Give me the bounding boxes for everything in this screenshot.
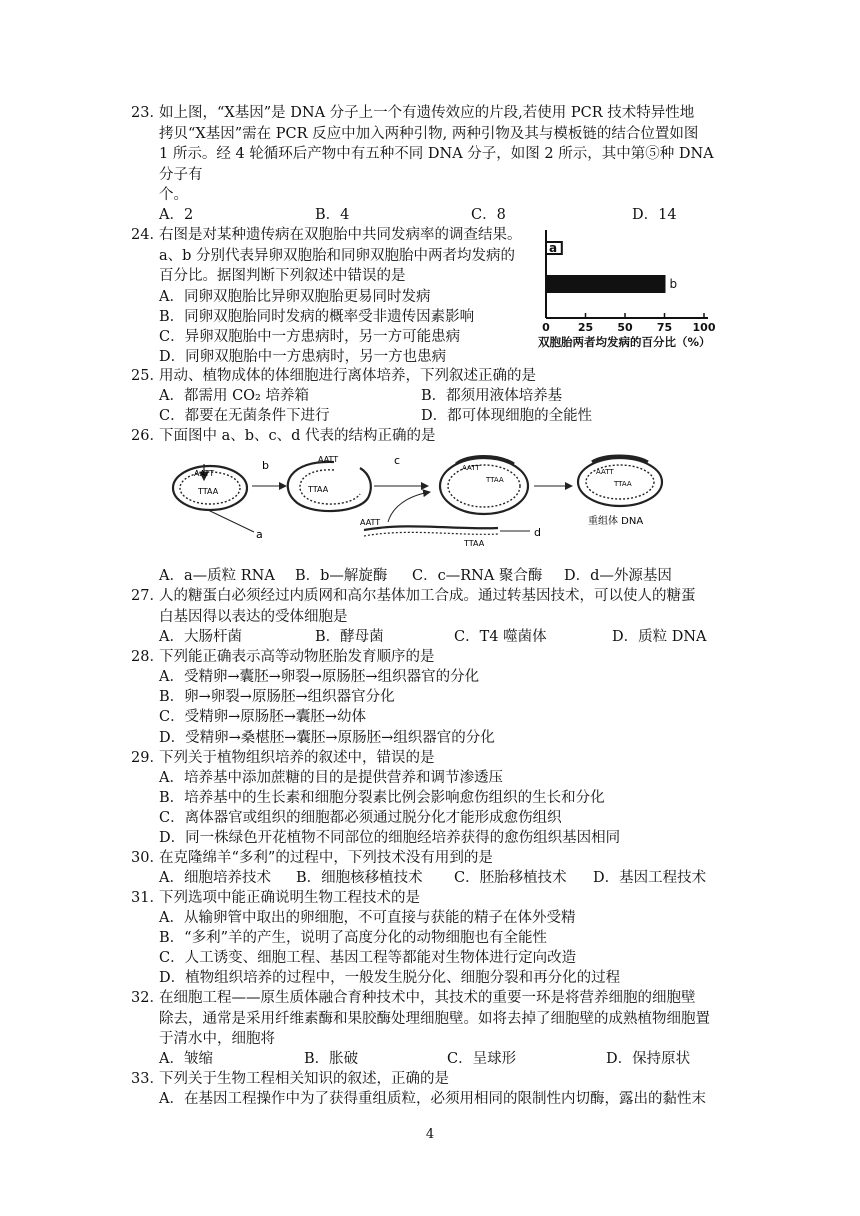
option-c: C．胚胎移植技术 <box>454 870 567 886</box>
option-a: A．都需用 CO₂ 培养箱 <box>159 388 309 404</box>
ttaa-label-1: TTAA <box>198 487 219 496</box>
aatt-label-3: AATT <box>360 518 381 527</box>
option-d: D．受精卵→桑椹胚→囊胚→原肠胚→组织器官的分化 <box>159 730 495 746</box>
question-33 <box>131 1069 741 1090</box>
option-b: B．细胞核移植技术 <box>296 870 423 886</box>
option-b: B．卵→卵裂→原肠胚→组织器官分化 <box>159 689 395 705</box>
x-tick-label: 75 <box>656 321 673 334</box>
question-text: 白基因得以表达的受体细胞是 <box>159 608 348 625</box>
option-d: D．d—外源基因 <box>564 568 672 584</box>
option-b: B．都须用液体培养基 <box>421 388 563 404</box>
question-25 <box>131 366 741 387</box>
option-c: C．T4 噬菌体 <box>454 629 547 645</box>
aatt-label-1: AATT <box>194 469 215 478</box>
question-text: 分子有 <box>159 166 203 183</box>
question-text: 人的糖蛋白必须经过内质网和高尔基体加工合成。通过转基因技术，可以使人的糖蛋 <box>159 588 696 604</box>
option-a: A．从输卵管中取出的卵细胞，不可直接与获能的精子在体外受精 <box>159 910 576 926</box>
ttaa-label-2: TTAA <box>308 485 329 494</box>
ligated-plasmid <box>440 457 528 515</box>
option-a: A．皱缩 <box>159 1051 213 1067</box>
option-c: C．人工诱变、细胞工程、基因工程等都能对生物体进行定向改造 <box>159 950 577 966</box>
question-number: 23． <box>131 105 164 121</box>
question-31 <box>131 888 741 909</box>
twin-chart <box>536 226 776 360</box>
option-a: A．细胞培养技术 <box>159 870 271 886</box>
question-number: 29． <box>131 750 164 766</box>
option-a: A．培养基中添加蔗糖的目的是提供营养和调节渗透压 <box>159 770 503 786</box>
question-text: 如上图，“X基因”是 DNA 分子上一个有遗传效应的片段,若使用 PCR 技术特异性地 <box>159 105 695 121</box>
question-text: 于清水中，细胞将 <box>159 1031 275 1047</box>
bar-label-a: a <box>549 241 558 255</box>
page-number: 4 <box>425 1127 435 1142</box>
option-b: B．培养基中的生长素和细胞分裂素比例会影响愈伤组织的生长和分化 <box>159 790 605 806</box>
option-d: D．14 <box>632 207 677 223</box>
x-tick-label: 50 <box>617 321 633 334</box>
question-text: 用动、植物成体的体细胞进行离体培养，下列叙述正确的是 <box>159 368 536 384</box>
option-c: C．8 <box>471 207 506 223</box>
question-text: 下列关于生物工程相关知识的叙述，正确的是 <box>159 1071 449 1087</box>
question-text: 百分比。据图判断下列叙述中错误的是 <box>159 268 406 284</box>
question-text: 右图是对某种遗传病在双胞胎中共同发病率的调查结果。 <box>159 227 522 243</box>
option-a: A．a—质粒 RNA <box>159 568 275 584</box>
ttaa-label-4: TTAA <box>486 476 504 484</box>
option-a: A．大肠杆菌 <box>159 629 242 645</box>
option-c: C．都要在无菌条件下进行 <box>159 408 330 424</box>
question-number: 30． <box>131 850 164 866</box>
option-b: B．4 <box>315 207 350 223</box>
option-d: D．保持原状 <box>606 1051 691 1067</box>
question-number: 28． <box>131 649 164 665</box>
question-text: 个。 <box>159 187 188 203</box>
question-text: 下列选项中能正确说明生物工程技术的是 <box>159 890 420 906</box>
option-a: A．2 <box>159 207 194 223</box>
option-b: B．酵母菌 <box>315 629 384 645</box>
question-number: 24． <box>131 227 164 243</box>
label-c: c <box>394 454 401 467</box>
x-tick-label: 100 <box>692 321 716 334</box>
option-b: B．b—解旋酶 <box>295 568 388 584</box>
question-number: 32． <box>131 990 164 1006</box>
ttaa-label-3: TTAA <box>464 539 485 548</box>
option-a: A．受精卵→囊胚→卵裂→原肠胚→组织器官的分化 <box>159 669 480 685</box>
question-number: 25． <box>131 368 164 384</box>
option-c: C．离体器官或组织的细胞都必须通过脱分化才能形成愈伤组织 <box>159 810 562 826</box>
option-b: B．“多利”羊的产生，说明了高度分化的动物细胞也有全能性 <box>159 930 547 946</box>
question-text: 除去，通常是采用纤维素酶和果胶酶处理细胞壁。如将去掉了细胞壁的成熟植物细胞置 <box>159 1010 710 1027</box>
question-text: 1 所示。经 4 轮循环后产物中有五种不同 DNA 分子，如图 2 所示，其中第⑤种 DNA <box>159 146 714 162</box>
recombinant-dna-diagram <box>168 448 698 558</box>
question-number: 27． <box>131 588 164 604</box>
question-text: 拷贝“X基因”需在 PCR 反应中加入两种引物, 两种引物及其与模板链的结合位置如图 <box>159 125 699 142</box>
option-a: A．同卵双胞胎比异卵双胞胎更易同时发病 <box>159 289 431 305</box>
question-29 <box>131 748 741 769</box>
option-c: C．呈球形 <box>447 1051 517 1067</box>
option-d: D．同一株绿色开花植物不同部位的细胞经培养获得的愈伤组织基因相同 <box>159 830 621 846</box>
option-c: C．受精卵→原肠胚→囊胚→幼体 <box>159 709 367 725</box>
question-text: 在克隆绵羊“多利”的过程中，下列技术没有用到的是 <box>159 850 493 866</box>
ttaa-label-5: TTAA <box>614 480 632 488</box>
bar-b <box>546 276 665 292</box>
question-32 <box>131 988 741 1050</box>
pointer-line-a <box>208 510 254 532</box>
option-d: D．基因工程技术 <box>593 870 707 886</box>
question-text: 下列能正确表示高等动物胚胎发育顺序的是 <box>159 649 435 665</box>
option-b: B．胀破 <box>304 1051 359 1067</box>
foreign-gene <box>364 526 498 536</box>
question-text: a、b 分别代表异卵双胞胎和同卵双胞胎中两者均发病的 <box>159 247 516 264</box>
option-b: B．同卵双胞胎同时发病的概率受非遗传因素影响 <box>159 309 475 325</box>
question-number: 26． <box>131 428 164 444</box>
question-26 <box>131 426 741 447</box>
option-d: D．植物组织培养的过程中，一般发生脱分化、细胞分裂和再分化的过程 <box>159 970 621 986</box>
question-number: 31． <box>131 890 164 906</box>
option-d: D．质粒 DNA <box>612 629 707 645</box>
question-27 <box>131 586 741 627</box>
x-axis-label: 双胞胎两者均发病的百分比（%） <box>538 335 711 349</box>
question-28 <box>131 647 741 668</box>
question-text: 在细胞工程——原生质体融合育种技术中，其技术的重要一环是将营养细胞的细胞壁 <box>159 990 696 1006</box>
aatt-label-5: AATT <box>596 468 614 476</box>
option-d: D．都可体现细胞的全能性 <box>421 408 593 424</box>
label-b: b <box>262 459 269 472</box>
bar-label-b: b <box>669 277 678 291</box>
question-30 <box>131 848 741 869</box>
option-d: D．同卵双胞胎中一方患病时，另一方也患病 <box>159 349 447 365</box>
label-a: a <box>256 528 263 541</box>
question-24 <box>131 225 551 287</box>
question-text: 下列关于植物组织培养的叙述中，错误的是 <box>159 750 435 766</box>
option-c: C．异卵双胞胎中一方患病时，另一方可能患病 <box>159 329 461 345</box>
label-d: d <box>534 526 541 539</box>
option-a: A．在基因工程操作中为了获得重组质粒，必须用相同的限制性内切酶，露出的黏性末 <box>159 1091 706 1107</box>
question-23 <box>131 103 741 206</box>
x-tick-label: 0 <box>542 321 550 334</box>
question-number: 33． <box>131 1071 164 1087</box>
option-c: C．c—RNA 聚合酶 <box>412 568 543 584</box>
question-text: 下面图中 a、b、c、d 代表的结构正确的是 <box>159 428 436 444</box>
arrow-insert <box>388 492 430 522</box>
aatt-label-4: AATT <box>462 464 480 472</box>
x-tick-label: 25 <box>577 321 594 334</box>
cut-plasmid <box>288 462 371 511</box>
recombinant-dna-label: 重组体 DNA <box>588 516 644 527</box>
aatt-label-2: AATT <box>318 455 339 464</box>
